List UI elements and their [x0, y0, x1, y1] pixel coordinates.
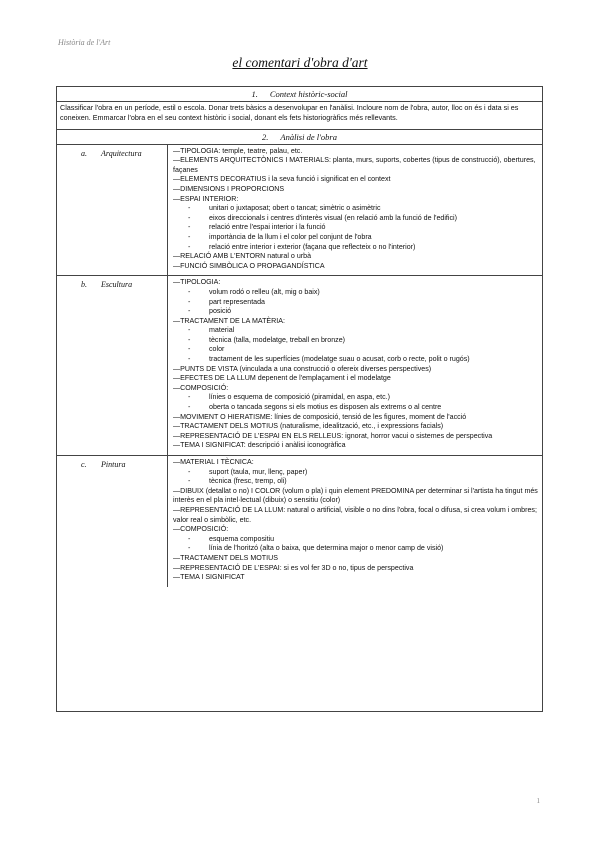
bullet-dash: - [188, 287, 191, 296]
criteria-item: —MATERIAL I TÈCNICA: [173, 458, 254, 466]
row-label: Escultura [101, 280, 133, 290]
row-label-cell [57, 145, 168, 276]
bullet-dash: - [188, 232, 191, 241]
row-letter: a. [81, 148, 87, 158]
bullet-dash: - [188, 467, 191, 476]
page-number: 1 [536, 797, 540, 805]
sub-item-text: material [209, 326, 235, 335]
sub-item-text: part representada [209, 297, 265, 306]
document-title: el comentari d'obra d'art [232, 55, 368, 70]
criteria-item: —FUNCIÓ SIMBÒLICA O PROPAGANDÍSTICA [173, 261, 325, 270]
criteria-item: —TRACTAMENT DELS MOTIUS (naturalisme, idealització, etc., i expressions facials) [173, 422, 444, 431]
criteria-item: —EFECTES DE LA LLUM depenent de l'emplaçament i el modelatge [173, 374, 391, 383]
bullet-dash: - [188, 403, 191, 412]
row-letter: c. [81, 460, 87, 469]
section-2-number: 2. [262, 131, 269, 142]
criteria-item: —TEMA I SIGNIFICAT: descripció i anàlisi iconogràfica [173, 441, 346, 450]
sub-item [173, 403, 538, 413]
sub-item-text: línies o esquema de composició (piramidal, en aspa, etc.) [209, 393, 390, 402]
sub-item [173, 204, 538, 214]
section-2-title: Anàlisi de l'obra [280, 131, 337, 142]
row-content-cell [168, 456, 542, 587]
bullet-dash: - [188, 335, 191, 344]
sub-item [173, 243, 538, 253]
bullet-dash: - [188, 345, 191, 354]
bullet-dash: - [188, 355, 191, 364]
sub-item-text: posició [209, 307, 232, 316]
bullet-dash: - [188, 534, 191, 543]
bullet-dash: - [188, 204, 191, 213]
row-label-cell [57, 276, 168, 455]
criteria-item: —TRACTAMENT DE LA MATÈRIA: [173, 316, 285, 325]
sub-item-text: tècnica (talla, modelatge, treball en bronze) [209, 335, 346, 344]
bullet-dash: - [188, 242, 191, 251]
sub-item-text: volum rodó o relleu (alt, mig o baix) [209, 287, 320, 296]
criteria-item: —PUNTS DE VISTA (vinculada a una construcció o ofereix diverses perspectives) [173, 364, 432, 373]
sub-item [173, 214, 538, 224]
bullet-dash: - [188, 223, 191, 232]
sub-item-text: tractament de les superfícies (modelatge suau o acusat, corb o recte, polit o rugós) [209, 355, 470, 364]
row-letter: b. [81, 280, 87, 290]
criteria-item: —RELACIÓ AMB L'ENTORN natural o urbà [173, 252, 312, 261]
criteria-item: —TIPOLOGIA: [173, 278, 221, 287]
bullet-dash: - [188, 297, 191, 306]
section-1-heading [57, 87, 542, 102]
analysis-rows [57, 145, 542, 587]
analysis-row [57, 276, 542, 456]
sub-item [173, 393, 538, 403]
section-2-heading [57, 130, 542, 145]
sub-item-text: relació entre l'espai interior i la funció [209, 223, 326, 232]
sub-item [173, 345, 538, 355]
sub-item [173, 477, 538, 487]
criteria-item: —REPRESENTACIÓ DE L'ESPAI: si es vol fer 3D o no, tipus de perspectiva [173, 563, 414, 572]
row-label-cell [57, 456, 168, 587]
criteria-item: —COMPOSICIÓ: [173, 525, 229, 534]
sub-item [173, 326, 538, 336]
criteria-item: —TIPOLOGIA: temple, teatre, palau, etc. [173, 146, 303, 155]
criteria-item: —MOVIMENT O HIERATISME: línies de composició, tensió de les figures, moment de l'acció [173, 412, 467, 421]
criteria-item: —REPRESENTACIÓ DE L'ESPAI EN ELS RELLEUS: ignorat, horror vacui o sistemes de perspectiva [173, 431, 493, 440]
criteria-item: —TEMA I SIGNIFICAT [173, 573, 245, 582]
sub-item [173, 307, 538, 317]
criteria-item: —REPRESENTACIÓ DE LA LLUM: natural o artificial, visible o no dins l'obra, focal o difusa, si crea volum i ombres; valor real o simbòlic, etc. [173, 505, 537, 524]
criteria-item: —ELEMENTS ARQUITECTÒNICS I MATERIALS: planta, murs, suports, cobertes (tipus de construcció), obertures, façanes [173, 156, 536, 174]
criteria-item: —ELEMENTS DECORATIUS i la seva funció i significat en el context [173, 175, 391, 184]
sub-item [173, 468, 538, 478]
sub-item [173, 544, 538, 554]
criteria-item: —DIMENSIONS I PROPORCIONS [173, 184, 285, 193]
header-note: Història de l'Art [58, 38, 111, 47]
sub-item [173, 355, 538, 365]
row-label: Arquitectura [101, 148, 142, 158]
bullet-dash: - [188, 544, 191, 553]
sub-item [173, 535, 538, 545]
criteria-item: —TRACTAMENT DELS MOTIUS [173, 553, 278, 562]
sub-item-text: unitari o juxtaposat; obert o tancat; simètric o asimètric [209, 204, 381, 213]
row-content-cell [168, 276, 542, 455]
sub-item-text: relació entre interior i exterior (façana que reflecteix o no l'interior) [209, 242, 416, 251]
criteria-item: —COMPOSICIÓ: [173, 383, 229, 392]
sub-item-text: eixos direccionals i centres d'interès visual (en relació amb la funció de l'edifici) [209, 213, 457, 222]
sub-item [173, 336, 538, 346]
section-1-text: Classificar l'obra en un període, estil o escola. Donar trets bàsics a desenvolupar en l'anàlisi. Incloure nom de l'obra, autor, lloc on és i data si es coneixen. Emmarcar l'obra en el seu context històric i social, donant els fets historiogràfics més rellevants. [57, 102, 542, 130]
section-1-number: 1. [251, 89, 258, 99]
criteria-item: —DIBUIX (detallat o no) I COLOR (volum o pla) i quin element PREDOMINA per determinar si l'artista ha tingut més interès en el pla intel·lectual (dibuix) o sensitiu (color) [173, 486, 538, 505]
sub-item-text: línia de l'horitzó (alta o baixa, que determina major o menor camp de visió) [209, 544, 444, 553]
content-table [56, 86, 543, 712]
sub-item-text: color [209, 345, 225, 354]
sub-item-text: suport (taula, mur, llenç, paper) [209, 467, 308, 476]
sub-item-text: esquema compositiu [209, 534, 275, 543]
sub-item [173, 233, 538, 243]
analysis-row [57, 145, 542, 277]
bullet-dash: - [188, 307, 191, 316]
sub-item-text: tècnica (fresc, tremp, oli) [209, 477, 287, 486]
bullet-dash: - [188, 213, 191, 222]
sub-item-text: importància de la llum i el color pel conjunt de l'obra [209, 232, 372, 241]
sub-item [173, 298, 538, 308]
criteria-item: —ESPAI INTERIOR: [173, 194, 239, 203]
sub-item-text: oberta o tancada segons si els motius es disposen als extrems o al centre [209, 403, 442, 412]
section-1-title: Context històric-social [269, 89, 348, 99]
bullet-dash: - [188, 326, 191, 335]
sub-item [173, 288, 538, 298]
row-content-cell [168, 145, 542, 276]
bullet-dash: - [188, 393, 191, 402]
sub-item [173, 223, 538, 233]
row-label: Pintura [101, 460, 126, 469]
bullet-dash: - [188, 477, 191, 486]
analysis-row [57, 456, 542, 587]
